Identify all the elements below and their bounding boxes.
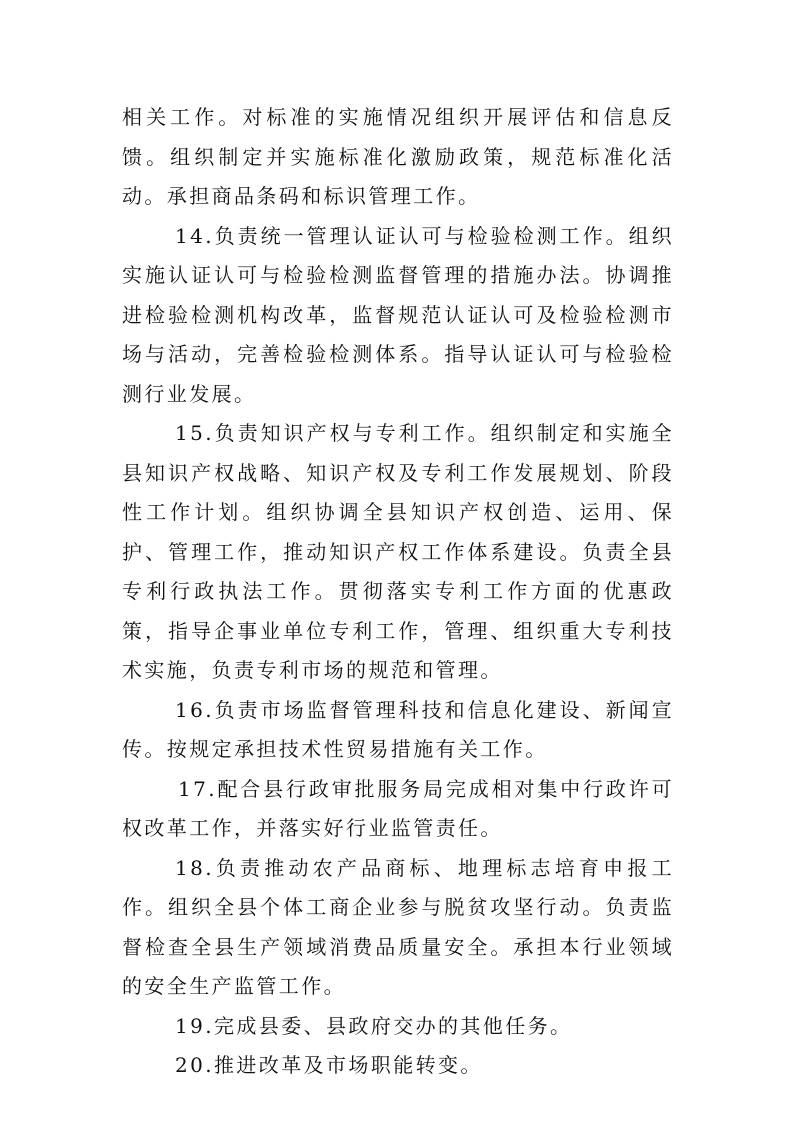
document-body <box>122 98 674 1086</box>
paragraph-continued: 相关工作。对标准的实施情况组织开展评估和信息反馈。组织制定并实施标准化激励政策，规范标准化活动。承担商品条码和标识管理工作。 <box>122 105 674 208</box>
paragraph-item-17: 17.配合县行政审批服务局完成相对集中行政许可权改革工作，并落实好行业监管责任。 <box>122 776 674 840</box>
paragraph-item-14: 14.负责统一管理认证认可与检验检测工作。组织实施认证认可与检验检测监督管理的措施办法。协调推进检验检测机构改革，监督规范认证认可及检验检测市场与活动，完善检验检测体系。指导认证认可与检验检测行业发展。 <box>122 223 674 406</box>
paragraph-item-15: 15.负责知识产权与专利工作。组织制定和实施全县知识产权战略、知识产权及专利工作发展规划、阶段性工作计划。组织协调全县知识产权创造、运用、保护、管理工作，推动知识产权工作体系建设。负责全县专利行政执法工作。贯彻落实专利工作方面的优惠政策，指导企事业单位专利工作，管理、组织重大专利技术实施，负责专利市场的规范和管理。 <box>122 421 674 682</box>
paragraph-item-20: 20.推进改革及市场职能转变。 <box>175 1053 483 1077</box>
paragraph-item-19: 19.完成县委、县政府交办的其他任务。 <box>175 1013 573 1038</box>
paragraph-item-16: 16.负责市场监督管理科技和信息化建设、新闻宣传。按规定承担技术性贸易措施有关工作。 <box>122 697 674 761</box>
paragraph-item-18: 18.负责推动农产品商标、地理标志培育申报工作。组织全县个体工商企业参与脱贫攻坚行动。负责监督检查全县生产领域消费品质量安全。承担本行业领域的安全生产监管工作。 <box>122 855 674 998</box>
